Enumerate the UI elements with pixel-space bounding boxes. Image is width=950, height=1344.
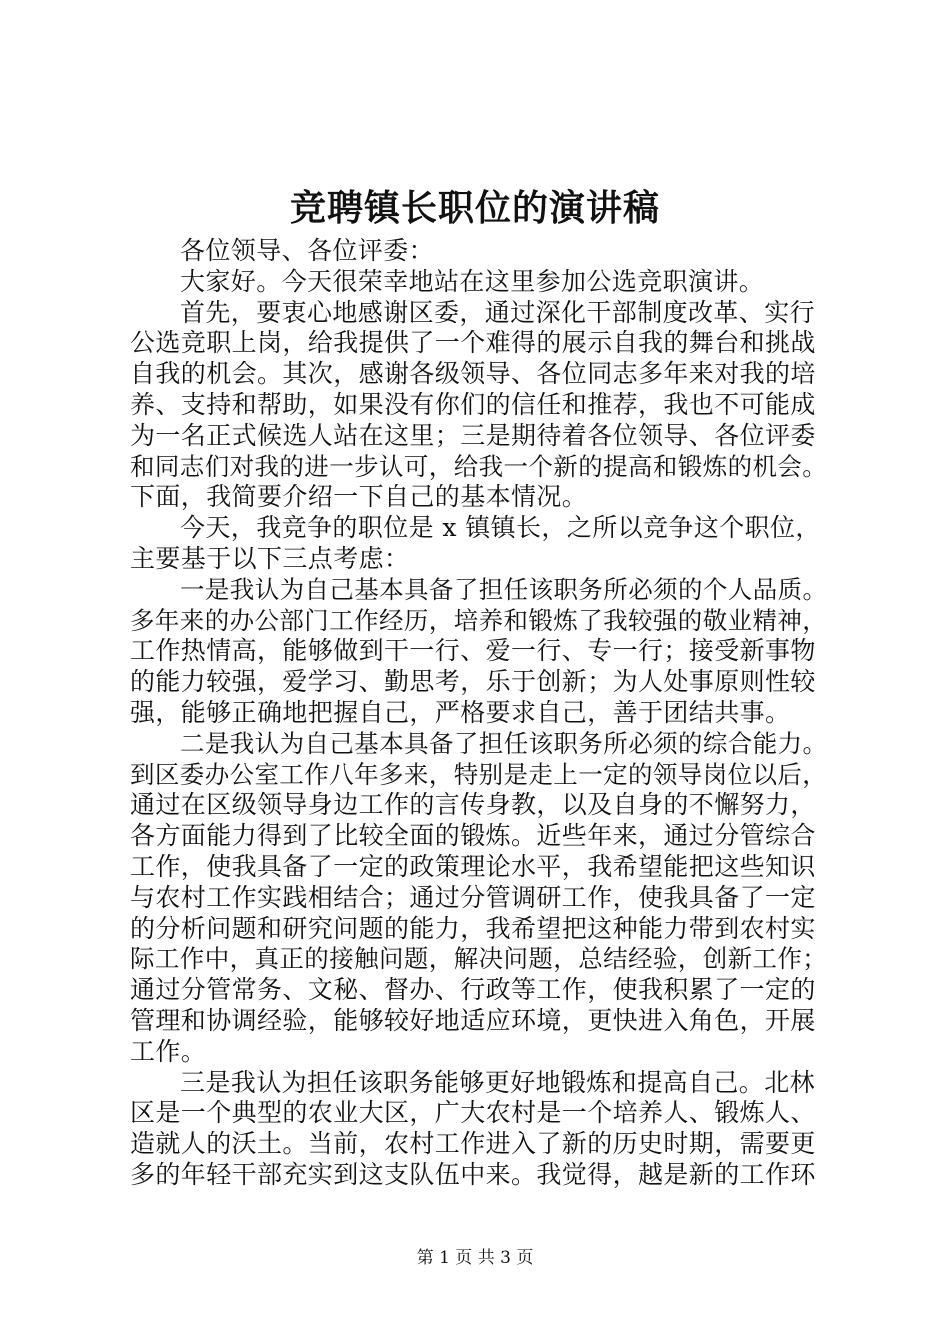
text-line: 管理和协调经验，能够较好地适应环境，更快进入角色，开展	[130, 1005, 816, 1035]
text-line: 二是我认为自己基本具备了担任该职务所必须的综合能力。	[180, 728, 828, 758]
document-title: 竞聘镇长职位的演讲稿	[289, 187, 660, 229]
text-line: 一是我认为自己基本具备了担任该职务所必须的个人品质。	[180, 574, 828, 604]
text-line: 际工作中，真正的接触问题，解决问题，总结经验，创新工作；	[130, 944, 828, 974]
text-line: 主要基于以下三点考虑：	[130, 543, 410, 573]
text-line: 通过分管常务、文秘、督办、行政等工作，使我积累了一定的	[130, 975, 816, 1005]
text-line: 工作热情高，能够做到干一行、爱一行、专一行；接受新事物	[130, 636, 816, 666]
text-line: 各位领导、各位评委：	[180, 236, 435, 265]
text-line: 多年来的办公部门工作经历，培养和锻炼了我较强的敬业精神，	[130, 605, 828, 635]
text-line: 到区委办公室工作八年多来，特别是走上一定的领导岗位以后，	[130, 759, 828, 789]
text-line: 强，能够正确地把握自己，严格要求自己，善于团结共事。	[130, 697, 791, 727]
text-line: 造就人的沃土。当前，农村工作进入了新的历史时期，需要更	[130, 1129, 816, 1159]
text-line: 工作，使我具备了一定的政策理论水平，我希望能把这些知识	[130, 851, 816, 881]
text-line: 多的年轻干部充实到这支队伍中来。我觉得，越是新的工作环	[130, 1159, 816, 1189]
text-line: 三是我认为担任该职务能够更好地锻炼和提高自己。北林	[180, 1067, 816, 1097]
text-line: 区是一个典型的农业大区，广大农村是一个培养人、锻炼人、	[130, 1098, 816, 1128]
text-line: 的能力较强，爱学习、勤思考，乐于创新；为人处事原则性较	[130, 667, 816, 697]
text-line: 与农村工作实践相结合；通过分管调研工作，使我具备了一定	[130, 882, 816, 912]
text-line: 的分析问题和研究问题的能力，我希望把这种能力带到农村实	[130, 913, 816, 943]
text-line: 首先，要衷心地感谢区委，通过深化干部制度改革、实行	[180, 297, 816, 327]
text-line: 今天，我竞争的职位是 x 镇镇长，之所以竞争这个职位，	[180, 513, 821, 543]
page-footer: 第 1 页 共 3 页	[416, 1248, 534, 1268]
text-line: 通过在区级领导身边工作的言传身教，以及自身的不懈努力，	[130, 790, 816, 820]
text-line: 和同志们对我的进一步认可，给我一个新的提高和锻炼的机会。	[130, 451, 828, 481]
text-line: 为一名正式候选人站在这里；三是期待着各位领导、各位评委	[130, 420, 816, 450]
text-line: 公选竞职上岗，给我提供了一个难得的展示自我的舞台和挑战	[130, 328, 816, 358]
text-line: 大家好。今天很荣幸地站在这里参加公选竞职演讲。	[180, 266, 765, 296]
text-line: 工作。	[130, 1036, 207, 1066]
text-line: 各方面能力得到了比较全面的锻炼。近些年来，通过分管综合	[130, 821, 816, 851]
text-line: 养、支持和帮助，如果没有你们的信任和推荐，我也不可能成	[130, 389, 816, 419]
document-body	[130, 236, 830, 1191]
text-line: 下面，我简要介绍一下自己的基本情况。	[130, 482, 588, 512]
text-line: 自我的机会。其次，感谢各级领导、各位同志多年来对我的培	[130, 359, 816, 389]
